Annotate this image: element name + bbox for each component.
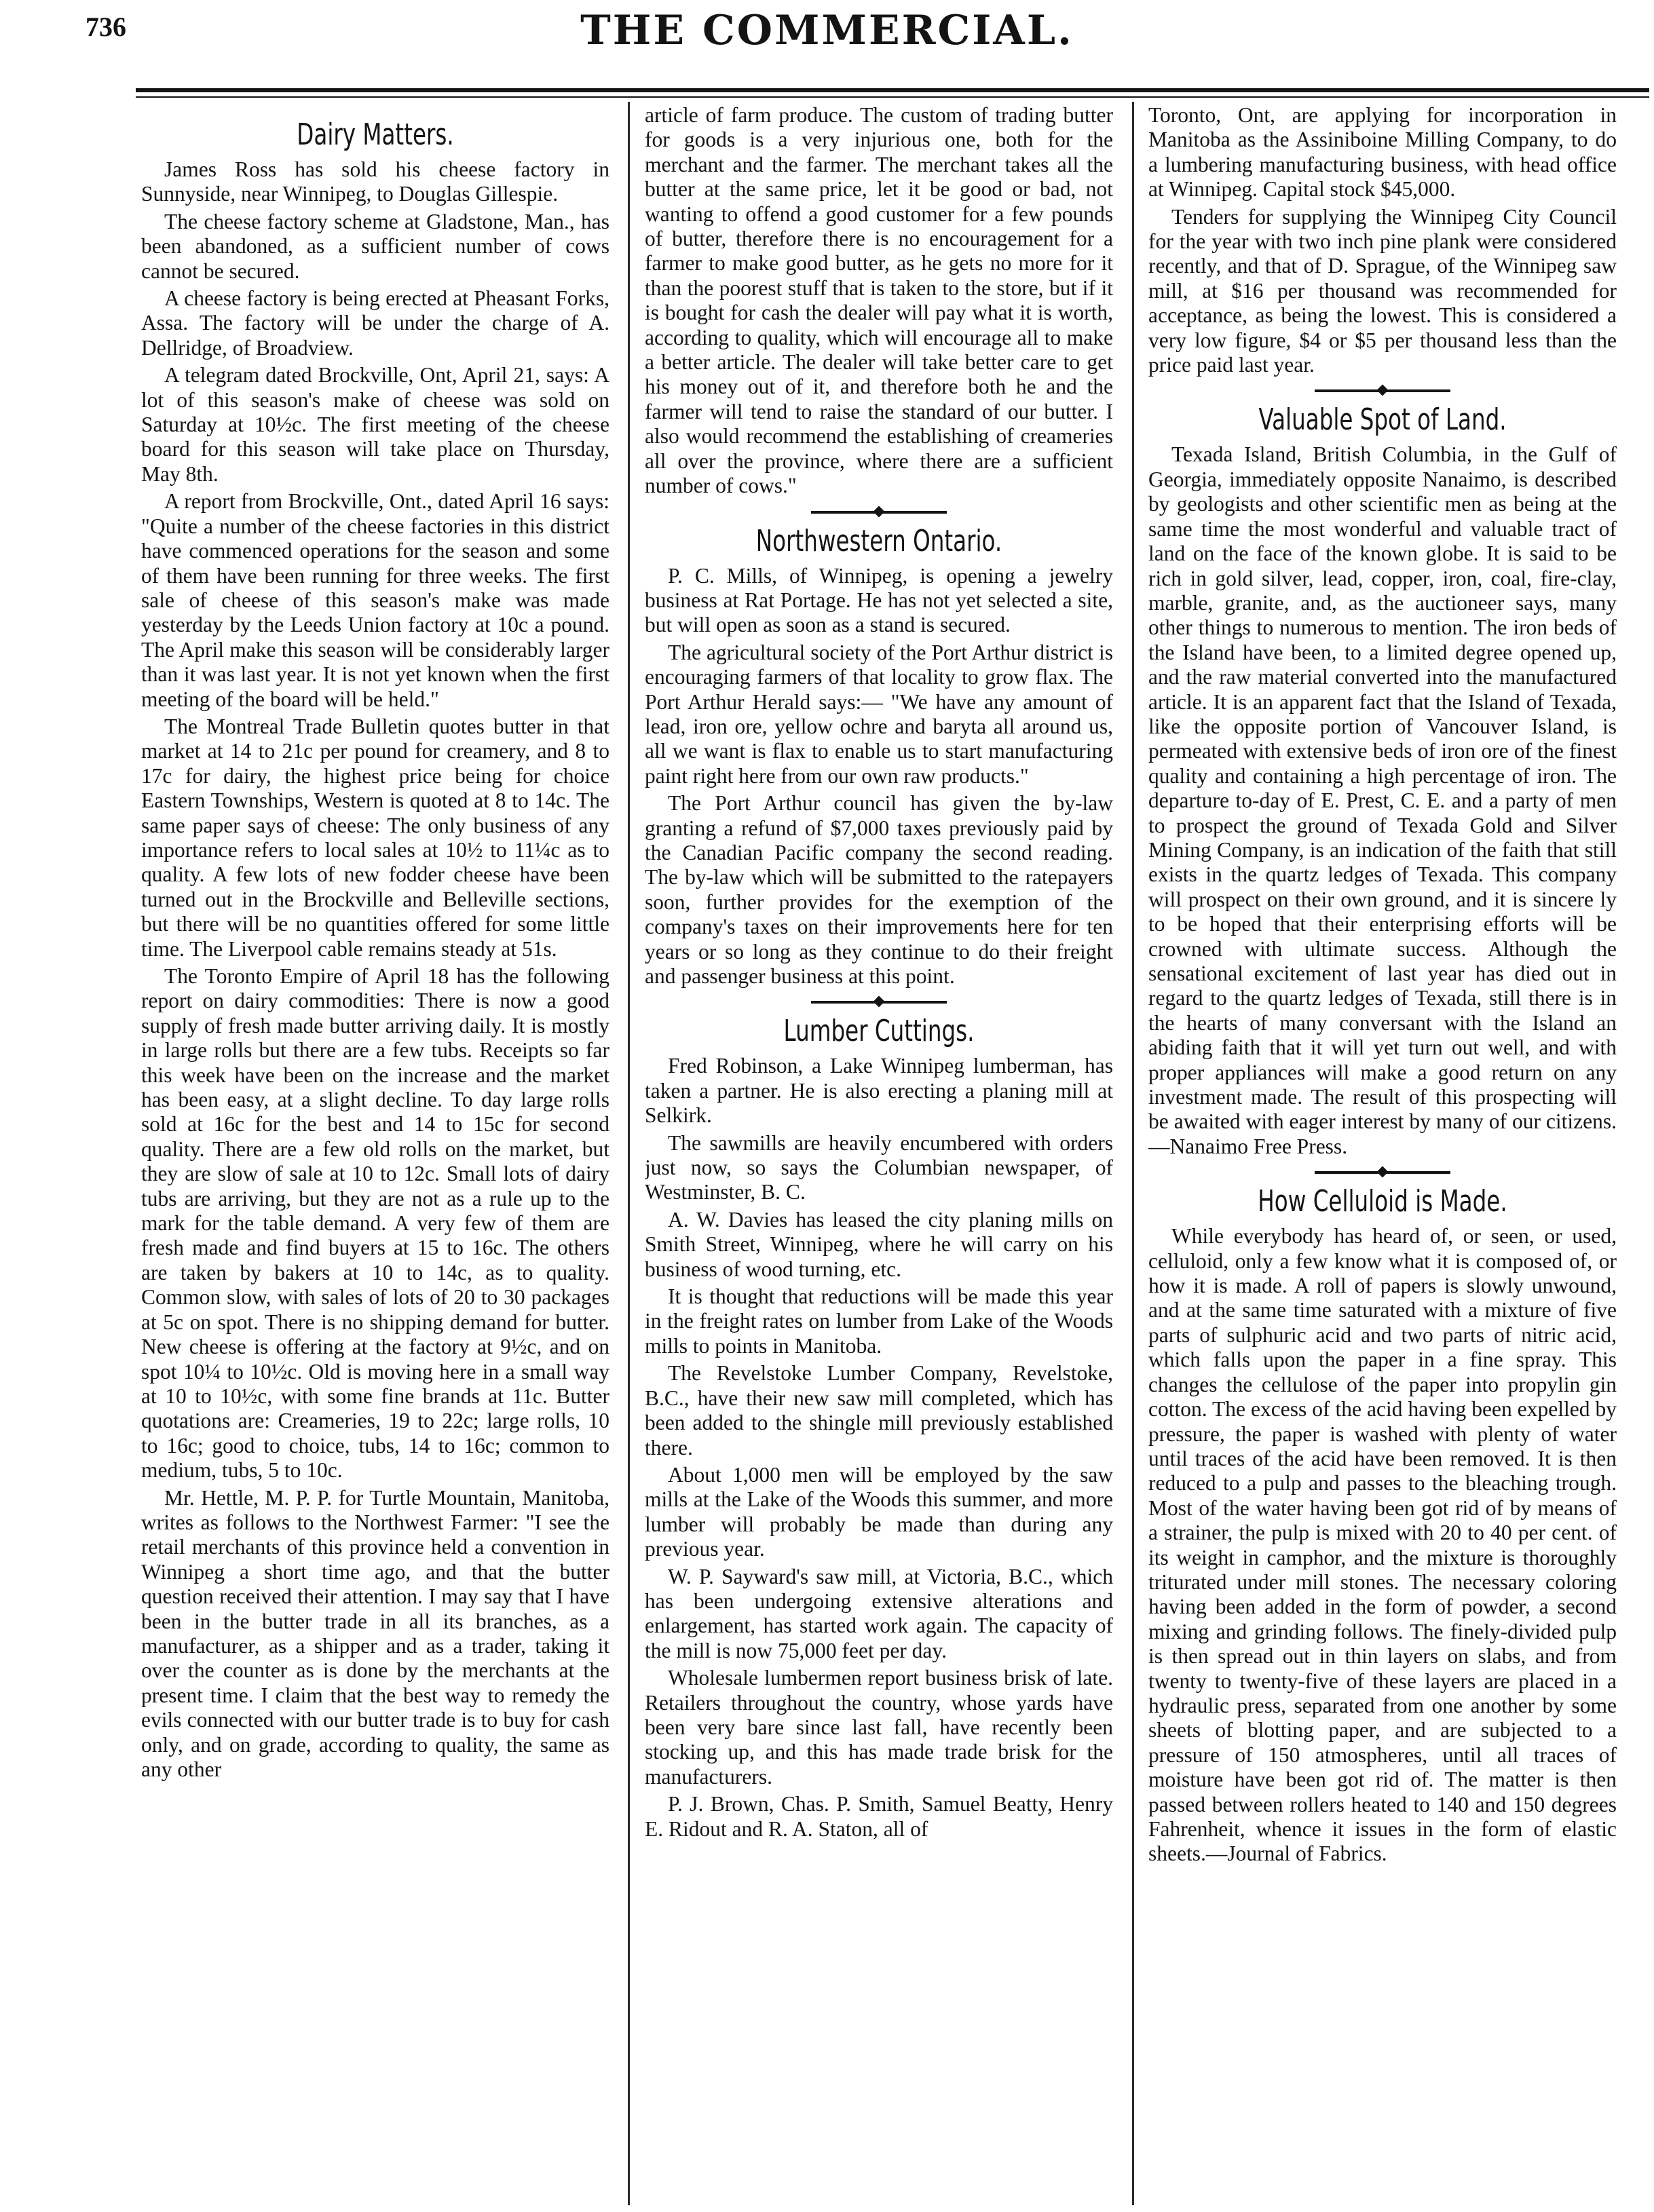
article-paragraph: The sawmills are heavily encumbered with orders just now, so says the Columbian newspaper, of Westminster, B. C. — [645, 1130, 1113, 1204]
article-paragraph: James Ross has sold his cheese factory in Sunnyside, near Winnipeg, to Douglas Gillespie. — [141, 157, 609, 206]
column-divider — [1132, 102, 1134, 2205]
article-paragraph: About 1,000 men will be employed by the saw mills at the Lake of the Woods this summer, and more lumber will probably be made than during any previous year. — [645, 1462, 1113, 1561]
column-1 — [141, 103, 609, 2205]
article-paragraph: A telegram dated Brockville, Ont, April 21, says: A lot of this season's make of cheese was sold on Saturday at 10½c. The first meeting of the cheese board for this season will take place on Thursday, May 8th. — [141, 363, 609, 486]
masthead-title: THE COMMERCIAL. — [580, 7, 1074, 54]
article-paragraph: article of farm produce. The custom of trading butter for goods is a very injurious one, both for the merchant and the farmer. The merchant takes all the butter at the same price, let it be good or bad, not wanting to offend a good customer for a few pounds of butter, therefore there is no encouragement for a farmer to make good butter, as he gets no more for it than the poorest stuff that is taken to the store, but if it is bought for cash the dealer will pay what it is worth, according to quality, which will encourage all to make a better article. The dealer will take better care to get his money out of it, and therefore both he and the farmer will tend to raise the standard of our butter. I also would recommend the establishing of creameries all over the province, where there are a sufficient number of cows." — [645, 103, 1113, 498]
article-paragraph: Wholesale lumbermen report business brisk of late. Retailers throughout the country, whose yards have been very bare since last fall, have recently been stocking up, and this has made trade brisk for the manufacturers. — [645, 1666, 1113, 1789]
article-paragraph: The Port Arthur council has given the by-law granting a refund of $7,000 taxes previously paid by the Canadian Pacific company the second reading. The by-law which will be submitted to the ratepayers soon, further provides for the exemption of the company's taxes on their improvements here for ten years or so long as they continue to do their freight and passenger business at this point. — [645, 791, 1113, 988]
article-paragraph: While everybody has heard of, or seen, or used, celluloid, only a few know what it is composed of, or how it is made. A roll of papers is slowly unwound, and at the same time saturated with a mixture of five parts of sulphuric acid and two parts of nitric acid, which falls upon the paper in a fine spray. This changes the cellulose of the paper into propylin gin cotton. The excess of the acid having been expelled by pressure, the paper is washed with plenty of water until traces of the acid have been removed. It is then reduced to a pulp and passes to the bleaching trough. Most of the water having been got rid of by means of a strainer, the pulp is mixed with 20 to 40 per cent. of its weight in camphor, and the mixture is thoroughly triturated under mill stones. The necessary coloring having been added in the form of powder, a second mixing and grinding follows. The finely-divided pulp is then spread out in thin layers on slabs, and from twenty to twenty-five of these layers are placed in a hydraulic press, separated from one another by some sheets of blotting paper, and are subjected to a pressure of 150 atmospheres, until all traces of moisture have been got rid of. The matter is then passed between rollers heated to 140 and 150 degrees Fahrenheit, whence it issues in the form of elastic sheets.—Journal of Fabrics. — [1148, 1224, 1617, 1866]
article-headline: Northwestern Ontario. — [755, 523, 1002, 558]
section-separator — [811, 1001, 947, 1004]
article-paragraph: P. C. Mills, of Winnipeg, is opening a jewelry business at Rat Portage. He has not yet selected a site, but will open as soon as a stand is secured. — [645, 563, 1113, 637]
article-paragraph: A cheese factory is being erected at Pheasant Forks, Assa. The factory will be under the charge of A. Dellridge, of Broadview. — [141, 286, 609, 360]
article-paragraph: The agricultural society of the Port Arthur district is encouraging farmers of that locality to grow flax. The Port Arthur Herald says:— "We have any amount of lead, iron ore, yellow ochre and baryta all around us, all we want is flax to enable us to start manufacturing paint right here from our own raw products." — [645, 640, 1113, 788]
article-paragraph: A. W. Davies has leased the city planing mills on Smith Street, Winnipeg, where he will carry on his business of wood turning, etc. — [645, 1207, 1113, 1281]
column-divider — [628, 102, 630, 2205]
page-number: 736 — [86, 12, 126, 42]
article-paragraph: Tenders for supplying the Winnipeg City Council for the year with two inch pine plank were considered recently, and that of D. Sprague, of the Winnipeg saw mill, at $16 per thousand was recommended for acceptance, as being the lowest. This is considered a very low figure, $4 or $5 per thousand less than the price paid last year. — [1148, 204, 1617, 377]
article-paragraph: W. P. Sayward's saw mill, at Victoria, B.C., which has been undergoing extensive alterations and enlargement, has started work again. The capacity of the mill is now 75,000 feet per day. — [645, 1564, 1113, 1662]
column-3 — [1148, 103, 1617, 2205]
article-paragraph: The Montreal Trade Bulletin quotes butter in that market at 14 to 21c per pound for creamery, and 8 to 17c for dairy, the highest price being for choice Eastern Townships, Western is quoted at 8 to 14c. The same paper says of cheese: The only business of any importance refers to local sales at 10½ to 11¼c as to quality. A few lots of new fodder cheese have been turned out in the Brockville and Belleville sections, but there will be no quantities offered for some little time. The Liverpool cable remains steady at 51s. — [141, 714, 609, 961]
header-rule-thin — [136, 96, 1649, 98]
header-rule-thick — [136, 88, 1649, 92]
article-paragraph: Toronto, Ont, are applying for incorporation in Manitoba as the Assiniboine Milling Company, to do a lumbering manufacturing business, with head office at Winnipeg. Capital stock $45,000. — [1148, 103, 1617, 202]
article-paragraph: P. J. Brown, Chas. P. Smith, Samuel Beatty, Henry E. Ridout and R. A. Staton, all of — [645, 1792, 1113, 1841]
section-separator — [811, 511, 947, 514]
article-headline: Dairy Matters. — [297, 117, 454, 152]
article-paragraph: The cheese factory scheme at Gladstone, Man., has been abandoned, as a sufficient number of cows cannot be secured. — [141, 209, 609, 283]
article-paragraph: The Toronto Empire of April 18 has the following report on dairy commodities: There is now a good supply of fresh made butter arriving daily. It is mostly in large rolls but there are a few tubs. Receipts so far this week have been on the increase and the market has been easy, at a slight decline. To day large rolls sold at 16c for the best and 14 to 15c for second quality. There are a few old rolls on the market, but they are slow of sale at 10 to 12c. Small lots of dairy tubs are arriving, but they are not as a rule up to the mark for the table demand. A very few of them are fresh made and find buyers at 15 to 16c. The others are taken by bakers at 10 to 14c, as to quality. Common slow, with sales of lots of 20 to 30 packages at 5c on spot. There is no shipping demand for butter. New cheese is offering at the factory at 9½c, and on spot 10¼ to 10½c. Old is moving here in a small way at 10 to 10½c, with some fine brands at 11c. Butter quotations are: Creameries, 19 to 22c; large rolls, 10 to 16c; good to choice, tubs, 14 to 16c; common to medium, tubs, 5 to 10c. — [141, 964, 609, 1483]
article-paragraph: It is thought that reductions will be made this year in the freight rates on lumber from Lake of the Woods mills to points in Manitoba. — [645, 1284, 1113, 1358]
article-headline: Valuable Spot of Land. — [1258, 402, 1507, 438]
article-headline: How Celluloid is Made. — [1258, 1184, 1507, 1219]
article-paragraph: Fred Robinson, a Lake Winnipeg lumberman, has taken a partner. He is also erecting a planing mill at Selkirk. — [645, 1054, 1113, 1128]
column-2 — [645, 103, 1113, 2205]
article-paragraph: Mr. Hettle, M. P. P. for Turtle Mountain, Manitoba, writes as follows to the Northwest Farmer: "I see the retail merchants of this province held a convention in Winnipeg a short time ago, and that the butter question received their attention. I may say that I have been in the butter trade in all its branches, as a manufacturer, as a shipper and as a trader, taking it over the counter as is done by the merchants at the present time. I claim that the best way to remedy the evils connected with our butter trade is to buy for cash only, and on grade, according to quality, the same as any other — [141, 1485, 609, 1781]
section-separator — [1315, 1171, 1450, 1174]
article-paragraph: A report from Brockville, Ont., dated April 16 says: "Quite a number of the cheese factories in this district have commenced operations for the season and some of them have been running for three weeks. The first sale of cheese of this season's make was made yesterday by the Leeds Union factory at 10c a pound. The April make this season will be considerably larger than it was last year. It is not yet known when the first meeting of the board will be held." — [141, 489, 609, 711]
section-separator — [1315, 389, 1450, 392]
article-paragraph: Texada Island, British Columbia, in the Gulf of Georgia, immediately opposite Nanaimo, is described by geologists and other scientific men as being at the same time the most wonderful and valuable tract of land on the face of the known globe. It is said to be rich in gold silver, lead, copper, iron, coal, fire-clay, marble, granite, and, as the auctioneer says, many other things to numerous to mention. The iron beds of the Island have been, to a limited degree opened up, and the raw material converted into the manufactured article. It is an apparent fact that the Island of Texada, like the opposite portion of Vancouver Island, is permeated with extensive beds of iron ore of the finest quality and containing a high percentage of iron. The departure to-day of E. Prest, C. E. and a party of men to prospect the ground of Texada Gold and Silver Mining Company, is an indication of the faith that still exists in the quartz ledges of Texada. This company will prospect on their own ground, and it is sincere ly to be hoped that their enterprising efforts will be crowned with ultimate success. Although the sensational excitement of last year has died out in regard to the quartz ledges of Texada, still there is in the hearts of many conversant with the Island an abiding faith that it will yet turn out well, and with proper appliances will make a good return on any investment made. The result of this prospecting will be awaited with eager interest by many of our citizens.—Nanaimo Free Press. — [1148, 442, 1617, 1158]
article-paragraph: The Revelstoke Lumber Company, Revelstoke, B.C., have their new saw mill completed, which has been added to the shingle mill previously established there. — [645, 1361, 1113, 1460]
article-headline: Lumber Cuttings. — [783, 1014, 975, 1049]
